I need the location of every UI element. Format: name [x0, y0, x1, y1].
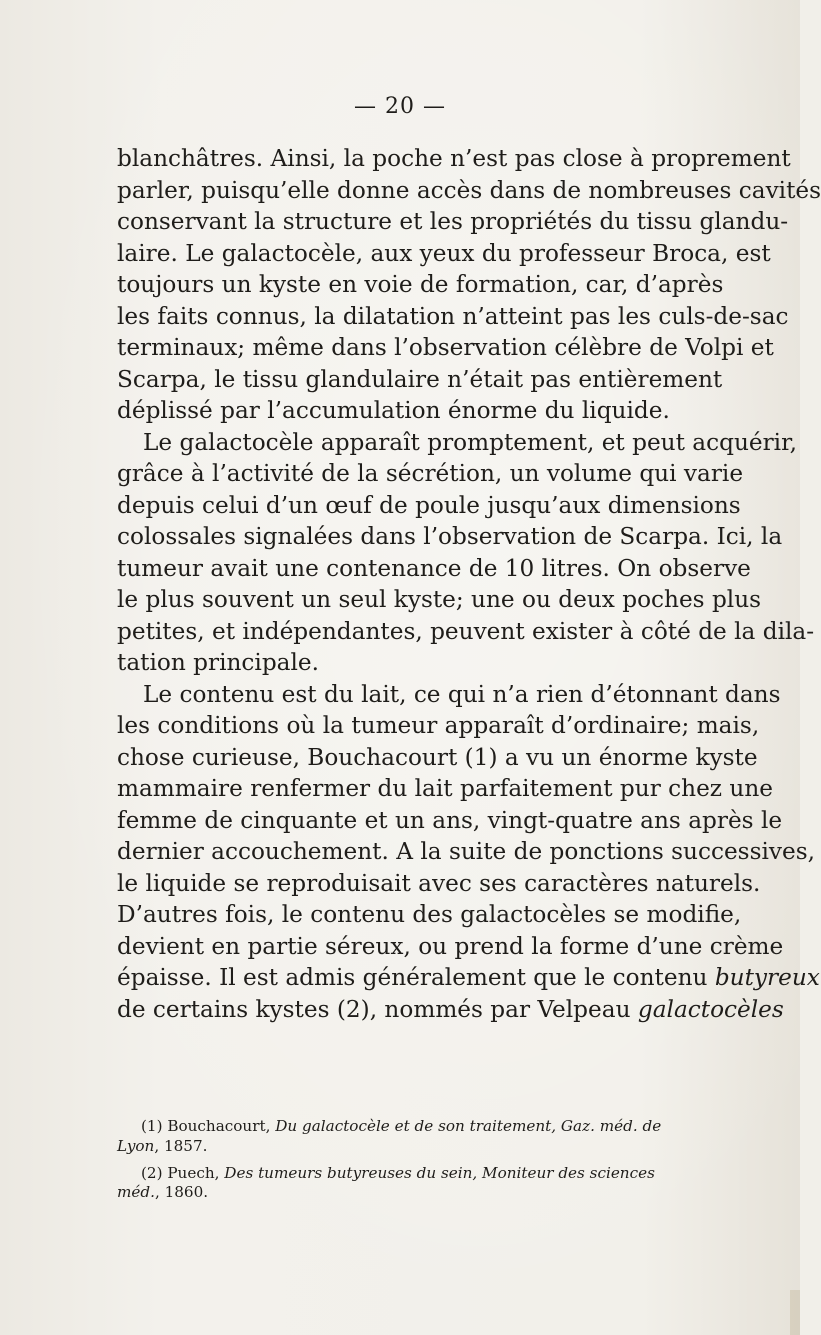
italic-term: galactocèles: [637, 995, 784, 1023]
text-line: chose curieuse, Bouchacourt (1) a vu un énorme kyste: [117, 743, 758, 771]
text-line: [117, 962, 820, 994]
text-line: tation principale.: [117, 649, 319, 676]
text-line: laire. Le galactocèle, aux yeux du professeur Broca, est: [117, 239, 771, 267]
text-line: tumeur avait une contenance de 10 litres. On observe: [117, 554, 751, 582]
text-line: Scarpa, le tissu glandulaire n’était pas entièrement: [117, 365, 723, 393]
footnote-title: Du galactocèle et de son traitement, Gaz. méd. de: [275, 1117, 662, 1135]
page-edge-stain: [790, 1290, 800, 1335]
text-line: depuis celui d’un œuf de poule jusqu’aux dimensions: [117, 491, 741, 519]
footnote-author: (2) Puech,: [141, 1163, 220, 1182]
footnote-line: [117, 1164, 690, 1184]
text-line: toujours un kyste en voie de formation, car, d’après: [117, 271, 724, 298]
text-line: les faits connus, la dilatation n’atteint pas les culs-de-sac: [117, 302, 789, 330]
text-line: [117, 994, 784, 1026]
text-line: petites, et indépendantes, peuvent exister à côté de la dila-: [117, 617, 815, 645]
footnote-line: [117, 1137, 690, 1157]
text-line: blanchâtres. Ainsi, la poche n’est pas close à proprement: [117, 145, 791, 172]
text-line: Le contenu est du lait, ce qui n’a rien d’étonnant dans: [143, 680, 781, 708]
footnote-line: [117, 1183, 690, 1203]
text-line: conservant la structure et les propriétés du tissu glandu-: [117, 208, 789, 235]
text-fragment: de certains kystes (2), nommés par Velpeau: [117, 995, 631, 1023]
text-line: déplissé par l’accumulation énorme du liquide.: [117, 397, 670, 424]
footnote-title: Des tumeurs butyreuses du sein, Moniteur des sciences: [224, 1163, 655, 1182]
text-line: le liquide se reproduisait avec ses caractères naturels.: [117, 869, 761, 897]
footnote: [117, 1117, 690, 1157]
footnote-line: [117, 1117, 690, 1137]
footnote-author: (1) Bouchacourt,: [141, 1117, 271, 1135]
text-line: les conditions où la tumeur apparaît d’ordinaire; mais,: [117, 712, 760, 739]
text-line: le plus souvent un seul kyste; une ou deux poches plus: [117, 586, 762, 613]
footnote-year: , 1857.: [154, 1136, 208, 1155]
text-line: dernier accouchement. A la suite de ponctions successives,: [117, 838, 815, 865]
text-line: parler, puisqu’elle donne accès dans de nombreuses cavités: [117, 176, 821, 204]
text-fragment: épaisse. Il est admis généralement que le contenu: [117, 964, 708, 991]
text-line: grâce à l’activité de la sécrétion, un volume qui varie: [117, 460, 744, 487]
text-line: terminaux; même dans l’observation célèbre de Volpi et: [117, 334, 774, 361]
italic-term: butyreux: [714, 964, 820, 991]
text-line: femme de cinquante et un ans, vingt-quatre ans après le: [117, 806, 783, 834]
footnote: [117, 1164, 690, 1204]
text-line: devient en partie séreux, ou prend la forme d’une crème: [117, 932, 784, 960]
text-line: colossales signalées dans l’observation de Scarpa. Ici, la: [117, 523, 783, 550]
footnotes: [117, 1117, 690, 1210]
footnote-title-cont: méd.: [117, 1183, 155, 1202]
text-line: mammaire renfermer du lait parfaitement pur chez une: [117, 775, 773, 802]
body-text: [117, 143, 821, 1025]
text-line: Le galactocèle apparaît promptement, et peut acquérir,: [143, 428, 798, 456]
text-line: D’autres fois, le contenu des galactocèles se modifie,: [117, 901, 742, 928]
footnote-year: , 1860.: [154, 1183, 209, 1202]
page-number: — 20 —: [354, 94, 446, 119]
footnote-title-cont: Lyon: [117, 1136, 155, 1155]
